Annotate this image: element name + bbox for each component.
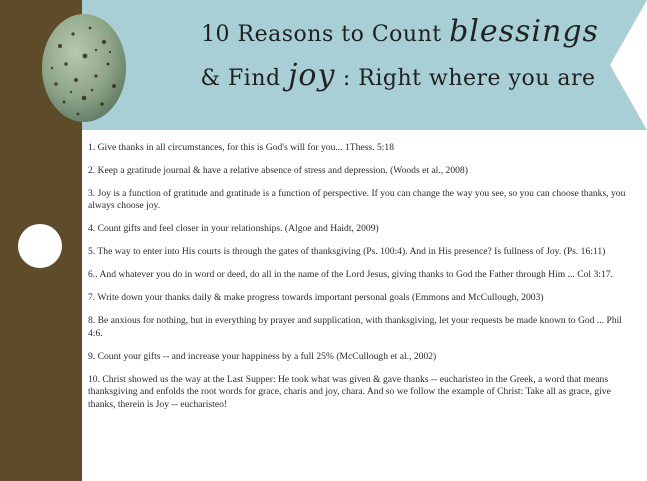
list-item: 7. Write down your thanks daily & make progress towards important personal goals (Emmons and McCullough, 2003) xyxy=(88,292,544,304)
title-line-2-pre: & Find xyxy=(200,66,281,91)
reasons-list xyxy=(88,142,636,422)
list-item: 6.. And whatever you do in word or deed, do all in the name of the Lord Jesus, giving thanks to God the Father through Him ... Col 3:17. xyxy=(88,269,613,281)
list-item: 1. Give thanks in all circumstances, for this is God's will for you... 1Thess. 5:18 xyxy=(88,142,395,153)
title-line-2-post: : Right where you are xyxy=(342,66,596,91)
list-item: 9. Count your gifts -- and increase your happiness by a full 25% (McCullough et al., 2002) xyxy=(88,350,437,362)
list-item: 5. The way to enter into His courts is through the gates of thanksgiving (Ps. 100:4). And in His presence? Is fullness of Joy. (Ps. 16:11) xyxy=(88,246,606,258)
list-item: 8. Be anxious for nothing, but in everything by prayer and supplication, with thanksgiving, let your requests be made known to God ... Phil 4:6. xyxy=(88,315,622,339)
list-item: 10. Christ showed us the way at the Last Supper: He took what was given & gave thanks -- eucharisteo in the Greek, a word that means thanksgiving and enfolds the root words for grace, charis and joy, chara. And so we follow the example of Christ: Take all as grace, give thanks, therein is Joy -- eucharisteo! xyxy=(88,373,611,410)
speckled-egg-icon xyxy=(38,6,130,124)
title-line-1 xyxy=(150,14,647,49)
list-item: 3. Joy is a function of gratitude and gratitude is a function of perspective. If you can change the way you see, so you can choose thanks, you always choose joy. xyxy=(88,187,626,212)
title-line-2 xyxy=(148,58,647,93)
title-line-1-text: 10 Reasons to Count xyxy=(201,22,442,47)
title-script-blessings: blessings xyxy=(449,14,599,49)
punch-hole-icon xyxy=(18,224,62,268)
title-script-joy: joy xyxy=(288,58,336,93)
list-item: 4. Count gifts and feel closer in your relationships. (Algoe and Haidt, 2009) xyxy=(88,223,379,235)
list-item: 2. Keep a gratitude journal & have a relative absence of stress and depression. (Woods et al., 2008) xyxy=(88,164,468,176)
